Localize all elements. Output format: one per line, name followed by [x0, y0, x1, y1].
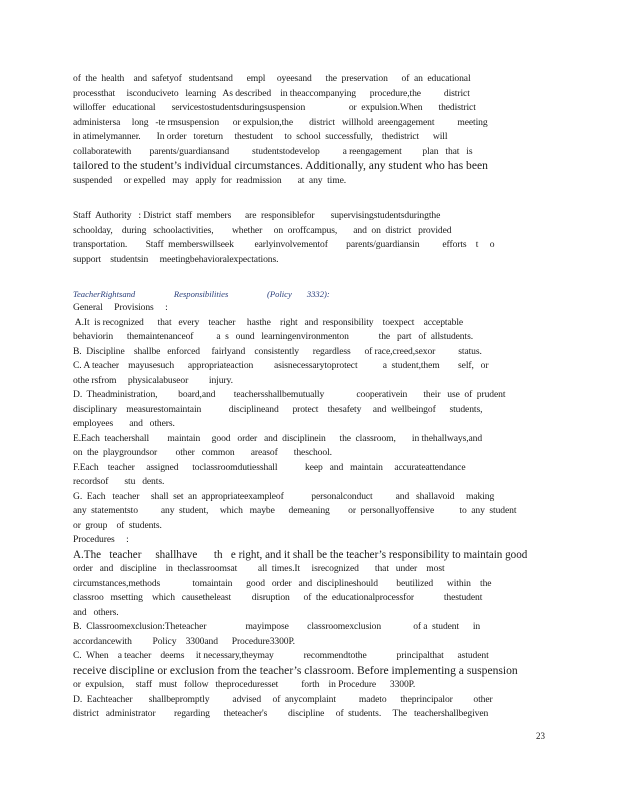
section-heading: TeacherRightsand Responsibilities (Policy 3332):	[73, 289, 330, 299]
staff-authority-paragraph	[73, 209, 527, 267]
subheading-general-provisions: General Provisions :	[73, 302, 168, 313]
text-line: disciplinary measurestomaintain disciplineand protect thesafety and wellbeingof students,	[73, 403, 483, 415]
text-line: A.It is recognized that every teacher hasthe right and responsibility toexpect acceptable	[73, 316, 464, 328]
text-line: F.Each teacher assigned toclassroomdutiesshall keep and maintain accurateattendance	[73, 461, 466, 473]
intro-paragraph	[73, 72, 527, 188]
text-line: circumstances,methods tomaintain good order and disciplineshould beutilized within the	[73, 577, 492, 589]
paragraph-spacer	[73, 188, 527, 209]
text-line: district administrator regarding theteacher's discipline of students. The teachershallbegiven	[73, 708, 489, 719]
teacher-rights-section	[73, 301, 527, 533]
page-content	[73, 72, 527, 722]
text-line: recordsof stu dents.	[73, 476, 165, 487]
text-line: schoolday, during schoolactivities, whether on oroffcampus, and on district provided	[73, 224, 452, 236]
text-line: processthat isconducivetο learning As described in theaccompanying procedure,the district	[73, 87, 470, 99]
text-line: or group of students.	[73, 519, 162, 531]
text-line: support studentsin meetingbehavioralexpectations.	[73, 253, 279, 265]
text-line: willoffer educational servicestostudentsduringsuspension or expulsion.When thedistrict	[73, 102, 476, 113]
text-line: in atimelymanner. In order toreturn thestudent to school successfully, thedistrict will	[73, 131, 448, 142]
text-line: G. Each teacher shall set an appropriateexampleof personalconduct and shallavoid making	[73, 490, 495, 502]
text-line: receive discipline or exclusion from the teacher’s classroom. Before implementing a suspension	[73, 663, 518, 677]
text-line: and others.	[73, 606, 119, 618]
text-line: D. Theadministration, board,and teachersshallbemutually cooperativein their use of prudent	[73, 389, 506, 400]
text-line: administersa long -te rmsuspension or expulsion,the district willhold areengagement meeting	[73, 116, 488, 128]
procedures-section	[73, 533, 527, 722]
subheading-procedures: Procedures :	[73, 534, 129, 545]
text-line: C. A teacher mayusesuch appropriateaction asisnecessarytoprotect a student,them self, or	[73, 360, 489, 371]
text-line: A.The teacher shallhave th e right, and it shall be the teacher’s responsibility to maintain good	[73, 547, 527, 561]
text-line: employees and others.	[73, 418, 175, 429]
text-line: D. Eachteacher shallbepromptly advised of anycomplaint madeto theprincipalor other	[73, 693, 493, 705]
text-line: order and discipline in theclassroomsat all times.It isrecognized that under most	[73, 563, 445, 574]
text-line: tailored to the student’s individual circumstances. Additionally, any student who has been	[73, 159, 488, 172]
text-line: classroo msetting which causetheleast disruption of the educationalprocessfor thestudent	[73, 592, 483, 603]
text-line: on the playgroundsor other common areasof theschool.	[73, 447, 332, 458]
paragraph-spacer	[73, 267, 527, 288]
text-line: E.Each teachershall maintain good order and disciplinein the classroom, in thehallways,and	[73, 432, 483, 444]
text-line: collaboratewith parents/guardiansand studentstodevelop a reengagement plan that is	[73, 145, 473, 157]
text-line: any statementsto any student, which maybe demeaning or personallyoffensive to any student	[73, 505, 517, 516]
text-line: of the health and safetyof studentsand empl oyeesand the preservation of an educational	[73, 73, 471, 84]
page-number: 23	[536, 731, 545, 741]
text-line: accordancewith Policy 3300and Procedure3300P.	[73, 635, 295, 647]
text-line: B. Classroomexclusion:Theteacher mayimpose classroomexclusion of a student in	[73, 621, 481, 632]
text-line: Staff Authority : District staff members are responsiblefor supervisingstudentsduringthe	[73, 210, 441, 221]
text-line: C. When a teacher deems it necessary,theymay recommendtothe principalthat astudent	[73, 650, 489, 661]
text-line: or expulsion, staff must follow theproceduresset forth in Procedure 3300P.	[73, 679, 416, 690]
text-line: transportation. Staff memberswillseek earlyinvolvementof parents/guardiansin efforts t o	[73, 239, 495, 250]
text-line: suspended or expelled may apply for readmission at any time.	[73, 174, 347, 186]
text-line: othe rsfrom physicalabuseor injury.	[73, 374, 233, 386]
text-line: behaviorin themaintenanceof a s ound learningenvironmenton the part of allstudents.	[73, 331, 473, 342]
text-line: B. Discipline shallbe enforced fairlyand consistently regardless of race,creed,sexor status.	[73, 345, 482, 357]
